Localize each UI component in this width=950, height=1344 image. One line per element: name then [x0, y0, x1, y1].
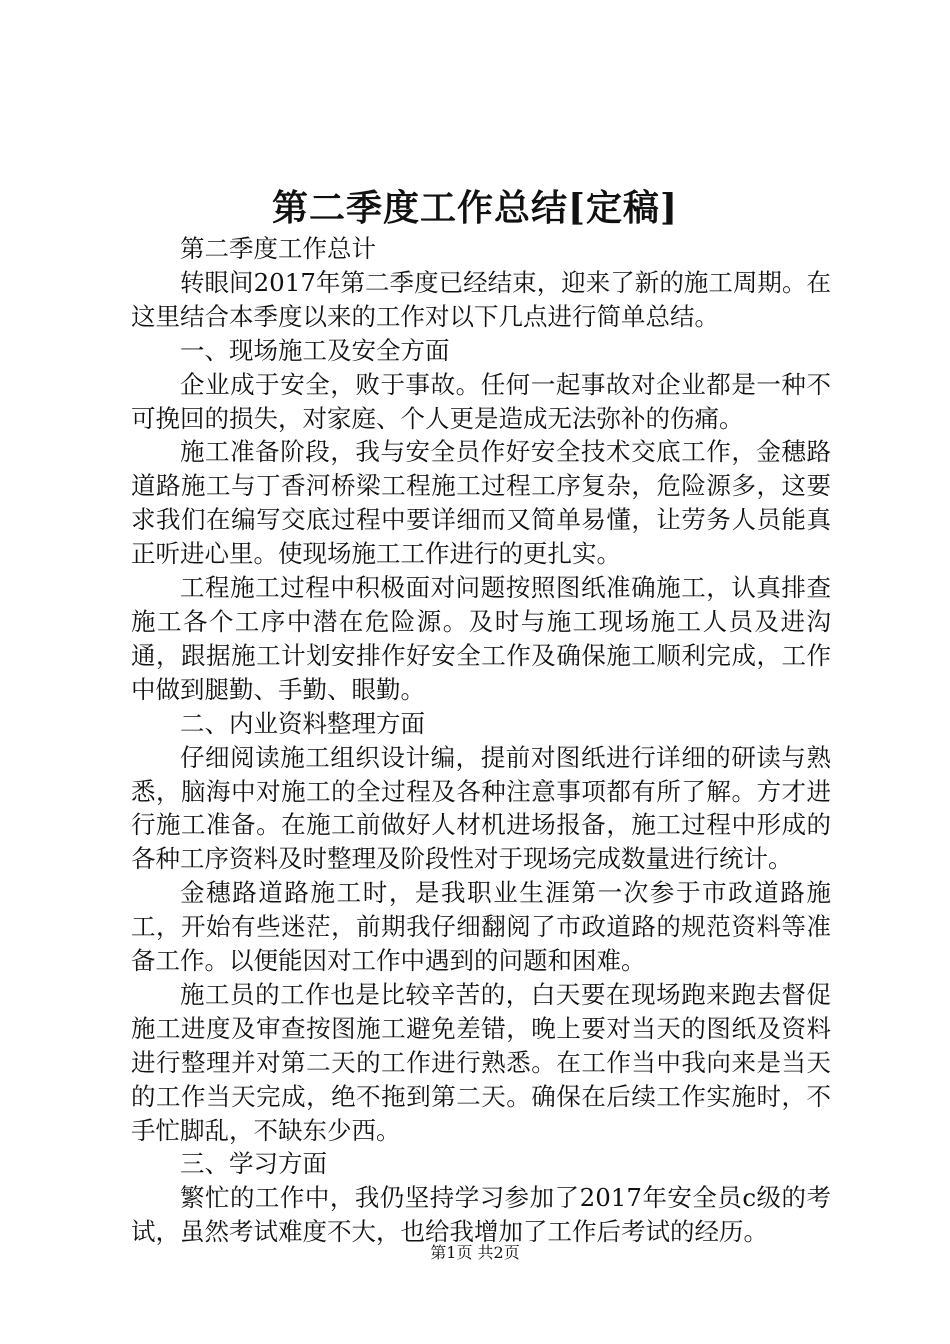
paragraph: 企业成于安全，败于事故。任何一起事故对企业都是一种不可挽回的损失，对家庭、个人更是造成无法弥补的伤痛。: [131, 369, 831, 433]
section-heading-documentation: 二、内业资料整理方面: [180, 708, 425, 738]
paragraph: 繁忙的工作中，我仍坚持学习参加了2017年安全员c级的考试，虽然考试难度不大，也给我增加了工作后考试的经历。: [131, 1183, 831, 1247]
paragraph: 施工准备阶段，我与安全员作好安全技术交底工作，金穗路道路施工与丁香河桥梁工程施工过程工序复杂，危险源多，这要求我们在编写交底过程中要详细而又简单易懂，让劳务人员能真正听进心里。使现场施工工作进行的更扎实。: [131, 437, 831, 569]
paragraph: 仔细阅读施工组织设计编，提前对图纸进行详细的研读与熟悉，脑海中对施工的全过程及各种注意事项都有所了解。方才进行施工准备。在施工前做好人材机进场报备，施工过程中形成的各种工序资料及时整理及阶段性对于现场完成数量进行统计。: [131, 742, 831, 874]
document-body: [131, 232, 831, 1249]
paragraph: 金穗路道路施工时，是我职业生涯第一次参于市政道路施工，开始有些迷茫，前期我仔细翻阅了市政道路的规范资料等准备工作。以便能因对工作中遇到的问题和困难。: [131, 878, 831, 976]
page-number-footer: 第1页 共2页: [430, 1243, 520, 1262]
section-heading-learning: 三、学习方面: [180, 1149, 327, 1179]
paragraph: 工程施工过程中积极面对问题按照图纸准确施工，认真排查施工各个工序中潜在危险源。及时与施工现场施工人员及进沟通，跟据施工计划安排作好安全工作及确保施工顺利完成，工作中做到腿勤、手勤、眼勤。: [131, 573, 831, 704]
document-title: 第二季度工作总结[定稿]: [271, 187, 679, 229]
paragraph-intro: 转眼间2017年第二季度已经结束，迎来了新的施工周期。在这里结合本季度以来的工作对以下几点进行简单总结。: [131, 267, 831, 331]
section-heading-site-safety: 一、现场施工及安全方面: [180, 335, 450, 365]
paragraph-subtitle: 第二季度工作总计: [180, 234, 376, 263]
paragraph: 施工员的工作也是比较辛苦的，白天要在现场跑来跑去督促施工进度及审查按图施工避免差错，晚上要对当天的图纸及资料进行整理并对第二天的工作进行熟悉。在工作当中我向来是当天的工作当天完成，绝不拖到第二天。确保在后续工作实施时，不手忙脚乱，不缺东少西。: [131, 979, 831, 1145]
